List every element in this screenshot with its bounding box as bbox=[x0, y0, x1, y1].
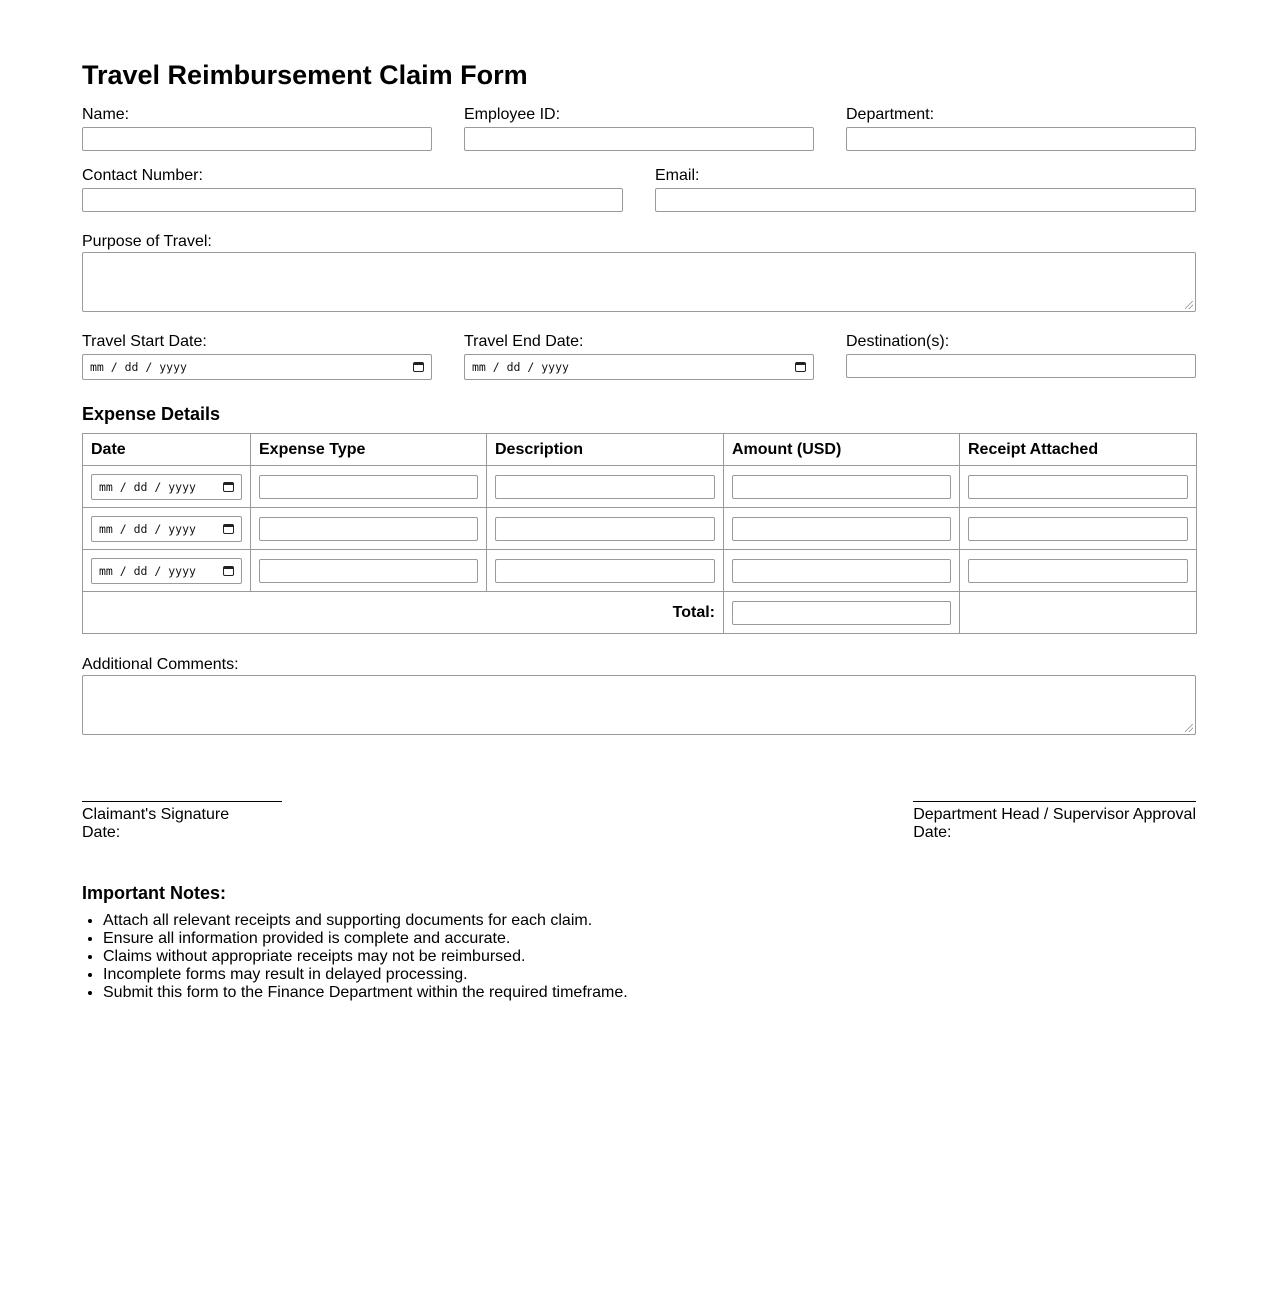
expense-type-input[interactable] bbox=[259, 559, 478, 583]
calendar-icon[interactable] bbox=[413, 362, 424, 372]
travel-dates-row bbox=[82, 333, 1196, 380]
calendar-icon[interactable] bbox=[223, 482, 234, 492]
contact-label: Contact Number: bbox=[82, 167, 203, 184]
signature-line bbox=[82, 801, 282, 802]
amount-cell bbox=[724, 466, 960, 508]
contact-input[interactable] bbox=[82, 188, 623, 212]
purpose-label: Purpose of Travel: bbox=[82, 233, 212, 250]
description-input[interactable] bbox=[495, 559, 715, 583]
comments-textarea[interactable] bbox=[82, 675, 1196, 735]
date-placeholder: mm / dd / yyyy bbox=[90, 360, 187, 374]
notes-heading: Important Notes: bbox=[82, 883, 226, 903]
approver-signature-block bbox=[913, 801, 1196, 842]
list-item: • Attach all relevant receipts and supporting documents for each claim. bbox=[103, 912, 1196, 930]
purpose-textarea[interactable] bbox=[82, 252, 1196, 312]
start-date-input[interactable] bbox=[82, 354, 432, 380]
claimant-signature-block bbox=[82, 801, 282, 842]
contact-row bbox=[82, 167, 1196, 212]
end-date-input[interactable] bbox=[464, 354, 814, 380]
notes-list bbox=[82, 912, 1196, 1002]
date-placeholder: mm / dd / yyyy bbox=[99, 563, 196, 578]
description-cell bbox=[487, 508, 724, 550]
department-input[interactable] bbox=[846, 127, 1196, 151]
amount-input[interactable] bbox=[732, 559, 951, 583]
total-label: Total: bbox=[83, 592, 724, 634]
list-item: • Claims without appropriate receipts may not be reimbursed. bbox=[103, 948, 1196, 966]
personal-info-row bbox=[82, 106, 1196, 151]
department-group bbox=[846, 106, 1196, 151]
signature-line bbox=[913, 801, 1196, 802]
end-date-group bbox=[464, 333, 814, 380]
purpose-group bbox=[82, 233, 1196, 312]
amount-cell bbox=[724, 550, 960, 592]
calendar-icon[interactable] bbox=[795, 362, 806, 372]
email-group bbox=[655, 167, 1196, 212]
total-input[interactable] bbox=[732, 601, 951, 625]
resize-grip-icon[interactable] bbox=[1185, 301, 1193, 309]
receipt-input[interactable] bbox=[968, 559, 1188, 583]
total-row bbox=[83, 592, 1197, 634]
expense-table bbox=[82, 433, 1197, 634]
calendar-icon[interactable] bbox=[223, 524, 234, 534]
date-cell bbox=[83, 508, 251, 550]
expense-type-cell bbox=[251, 508, 487, 550]
end-date-label: Travel End Date: bbox=[464, 333, 584, 350]
expense-date-input[interactable] bbox=[91, 516, 242, 542]
list-item: • Ensure all information provided is complete and accurate. bbox=[103, 930, 1196, 948]
department-label: Department: bbox=[846, 106, 935, 123]
date-placeholder: mm / dd / yyyy bbox=[472, 360, 569, 374]
email-label: Email: bbox=[655, 167, 700, 184]
receipt-cell bbox=[960, 508, 1197, 550]
page-title: Travel Reimbursement Claim Form bbox=[82, 60, 528, 90]
expense-type-cell bbox=[251, 550, 487, 592]
column-header-date: Date bbox=[83, 434, 251, 466]
receipt-cell bbox=[960, 550, 1197, 592]
total-cell bbox=[724, 592, 960, 634]
comments-label: Additional Comments: bbox=[82, 656, 239, 673]
column-header-expense-type: Expense Type bbox=[251, 434, 487, 466]
name-group bbox=[82, 106, 432, 151]
table-header-row bbox=[83, 434, 1197, 466]
claimant-date-label: Date: bbox=[82, 824, 121, 841]
amount-input[interactable] bbox=[732, 517, 951, 541]
start-date-group bbox=[82, 333, 432, 380]
receipt-input[interactable] bbox=[968, 475, 1188, 499]
expense-heading: Expense Details bbox=[82, 404, 221, 424]
receipt-input[interactable] bbox=[968, 517, 1188, 541]
expense-type-input[interactable] bbox=[259, 517, 478, 541]
amount-cell bbox=[724, 508, 960, 550]
expense-date-input[interactable] bbox=[91, 474, 242, 500]
expense-date-input[interactable] bbox=[91, 558, 242, 584]
list-item: • Submit this form to the Finance Department within the required timeframe. bbox=[103, 984, 1196, 1002]
destination-input[interactable] bbox=[846, 354, 1196, 378]
destination-group bbox=[846, 333, 1196, 380]
employee-id-label: Employee ID: bbox=[464, 106, 561, 123]
destination-label: Destination(s): bbox=[846, 333, 950, 350]
comments-group bbox=[82, 656, 1196, 735]
signature-section bbox=[82, 801, 1196, 842]
description-cell bbox=[487, 550, 724, 592]
amount-input[interactable] bbox=[732, 475, 951, 499]
name-input[interactable] bbox=[82, 127, 432, 151]
approver-signature-label: Department Head / Supervisor Approval bbox=[913, 806, 1196, 823]
email-input[interactable] bbox=[655, 188, 1196, 212]
date-cell bbox=[83, 550, 251, 592]
description-input[interactable] bbox=[495, 475, 715, 499]
table-row bbox=[83, 550, 1197, 592]
total-empty-cell bbox=[960, 592, 1197, 634]
employee-id-group bbox=[464, 106, 814, 151]
column-header-receipt: Receipt Attached bbox=[960, 434, 1197, 466]
date-cell bbox=[83, 466, 251, 508]
claimant-signature-label: Claimant's Signature bbox=[82, 806, 230, 823]
date-placeholder: mm / dd / yyyy bbox=[99, 479, 196, 494]
date-placeholder: mm / dd / yyyy bbox=[99, 521, 196, 536]
description-input[interactable] bbox=[495, 517, 715, 541]
name-label: Name: bbox=[82, 106, 130, 123]
table-row bbox=[83, 466, 1197, 508]
column-header-description: Description bbox=[487, 434, 724, 466]
contact-group bbox=[82, 167, 623, 212]
column-header-amount: Amount (USD) bbox=[724, 434, 960, 466]
expense-type-input[interactable] bbox=[259, 475, 478, 499]
receipt-cell bbox=[960, 466, 1197, 508]
approver-date-label: Date: bbox=[913, 824, 952, 841]
resize-grip-icon[interactable] bbox=[1185, 724, 1193, 732]
employee-id-input[interactable] bbox=[464, 127, 814, 151]
list-item: • Incomplete forms may result in delayed processing. bbox=[103, 966, 1196, 984]
expense-type-cell bbox=[251, 466, 487, 508]
claim-form bbox=[82, 58, 1196, 1002]
description-cell bbox=[487, 466, 724, 508]
table-row bbox=[83, 508, 1197, 550]
calendar-icon[interactable] bbox=[223, 566, 234, 576]
start-date-label: Travel Start Date: bbox=[82, 333, 207, 350]
